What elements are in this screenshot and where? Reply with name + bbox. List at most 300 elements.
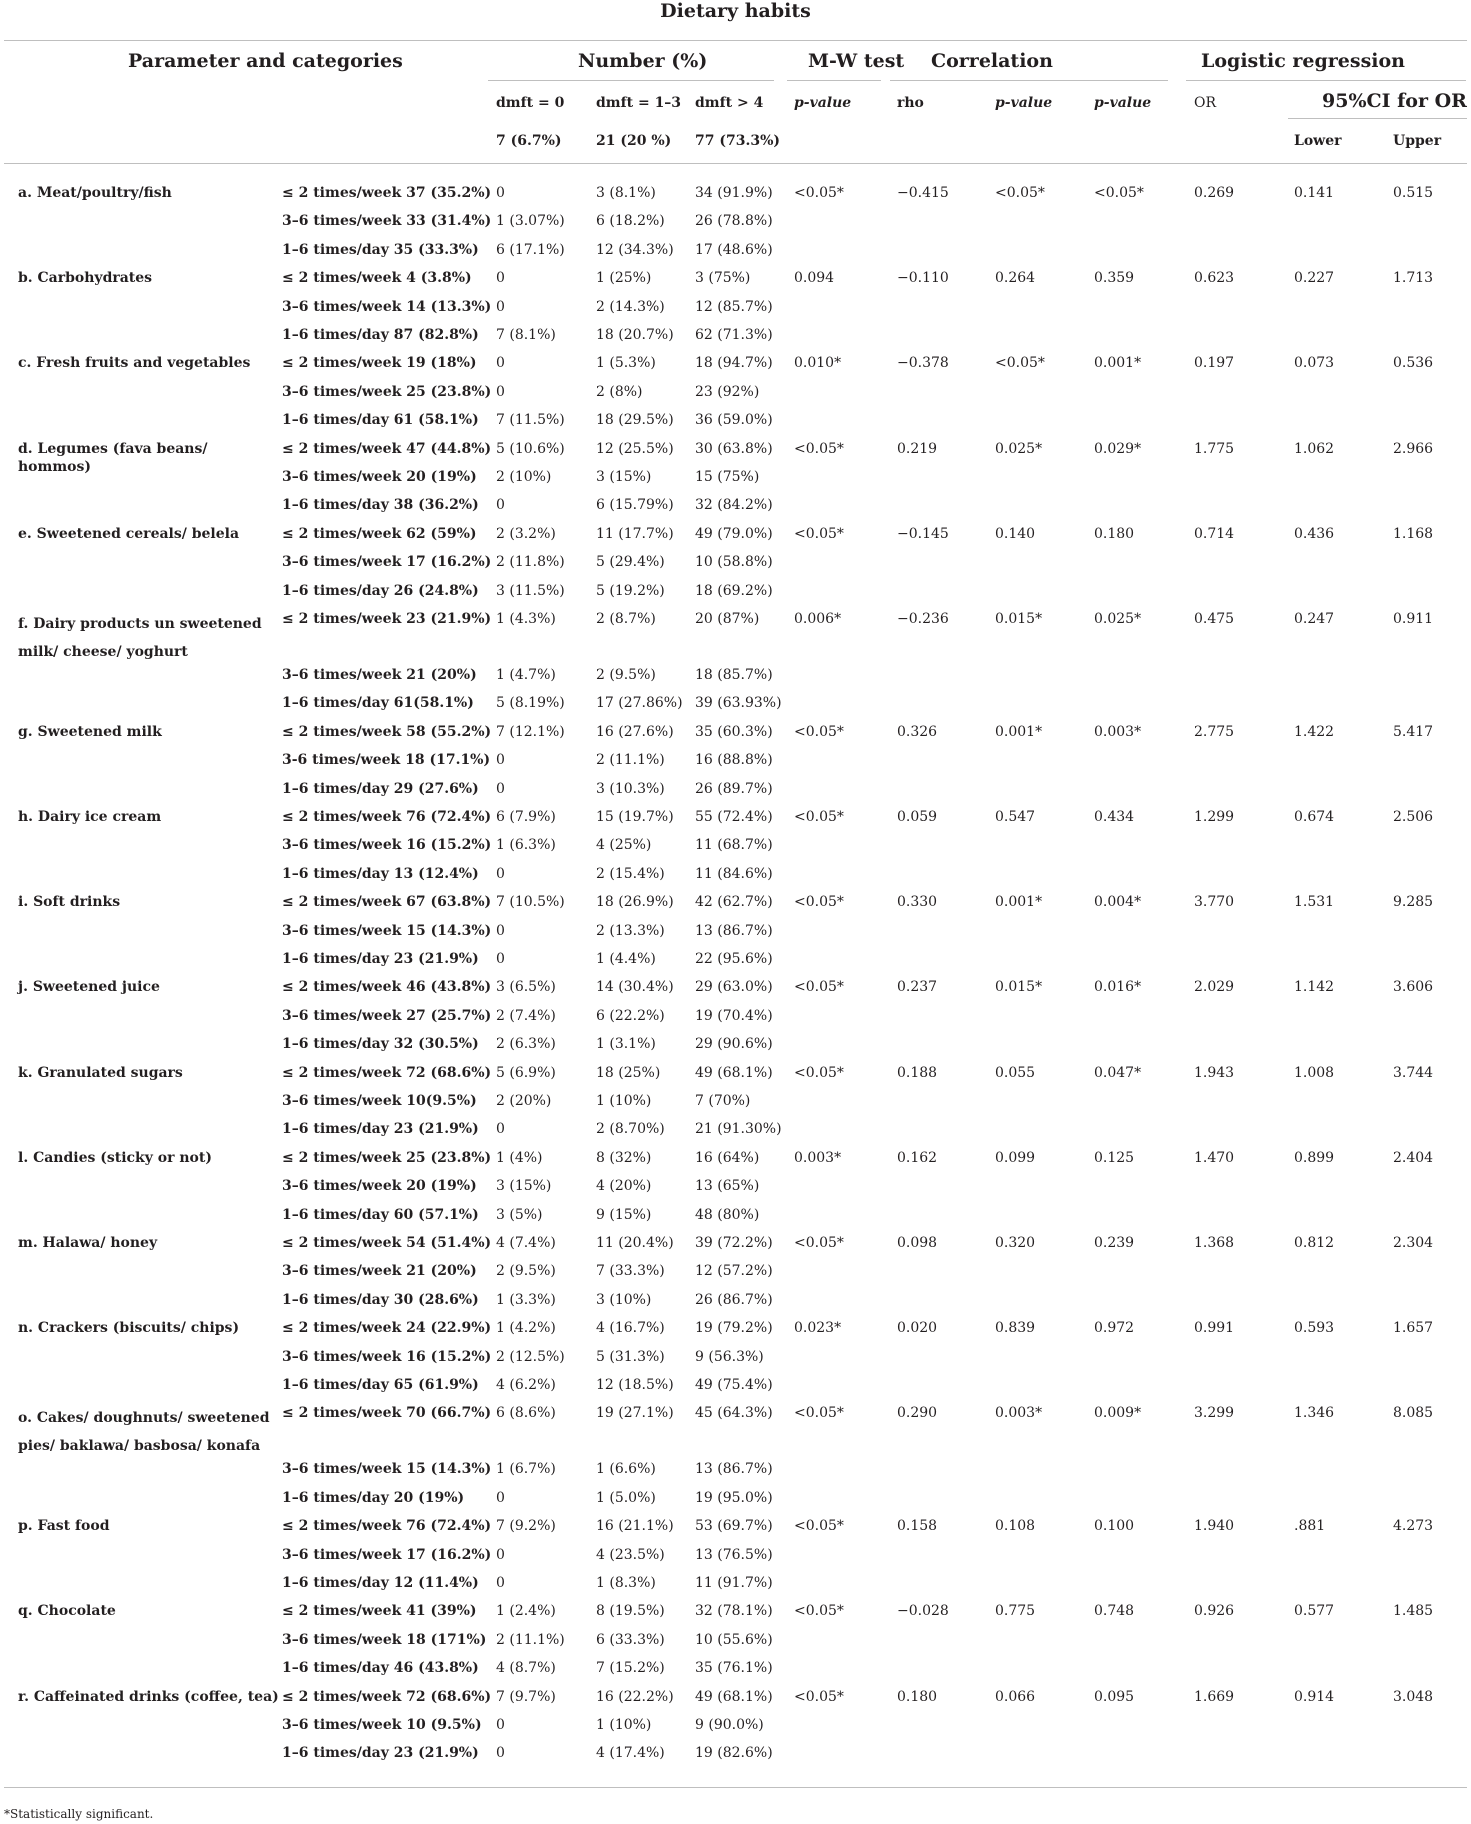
cell-pl: 0.029*	[1094, 440, 1142, 457]
cell-c1: 17 (27.86%)	[596, 695, 683, 712]
cell-c2: 18 (85.7%)	[695, 667, 773, 683]
cell-c0: 0	[496, 270, 505, 287]
cell-cat: ≤ 2 times/week 58 (55.2%)	[282, 723, 492, 740]
cell-or: 0.926	[1194, 1603, 1235, 1620]
cell-cat: 1–6 times/day 61(58.1%)	[282, 695, 474, 712]
cell-c0: 6 (7.9%)	[496, 809, 556, 825]
cell-c0: 2 (6.3%)	[496, 1036, 556, 1053]
cell-c2: 11 (91.7%)	[695, 1575, 773, 1591]
cell-cat: 3–6 times/week 16 (15.2%)	[282, 837, 492, 854]
cell-pl: 0.009*	[1094, 1405, 1142, 1422]
cell-pl: 0.004*	[1094, 894, 1142, 911]
cell-c0: 2 (20%)	[496, 1093, 552, 1109]
cell-lo: 0.577	[1294, 1603, 1335, 1620]
cell-cat: 1–6 times/day 38 (36.2%)	[282, 497, 479, 514]
table-row	[0, 1688, 1471, 1716]
header-parameter: Parameter and categories	[128, 50, 403, 72]
table-row	[0, 751, 1471, 779]
table-row	[0, 1007, 1471, 1035]
cell-c0: 4 (8.7%)	[496, 1660, 556, 1677]
subheader-dmft13: dmft = 1–3	[596, 95, 682, 111]
cell-cat: ≤ 2 times/week 54 (51.4%)	[282, 1235, 492, 1251]
cell-up: 0.911	[1393, 611, 1434, 627]
cell-mw: <0.05*	[794, 1603, 844, 1620]
cell-c2: 13 (86.7%)	[695, 1461, 773, 1478]
mw-rule	[787, 80, 881, 81]
cell-mw: 0.094	[794, 270, 835, 287]
cell-cat: ≤ 2 times/week 41 (39%)	[282, 1603, 477, 1620]
cell-c2: 9 (56.3%)	[695, 1348, 764, 1365]
cell-cat: 1–6 times/day 65 (61.9%)	[282, 1377, 479, 1393]
table-row	[0, 1460, 1471, 1488]
cell-c0: 3 (5%)	[496, 1206, 543, 1223]
cell-c0: 0	[496, 1575, 505, 1591]
table-row	[0, 1744, 1471, 1772]
table-row	[0, 1234, 1471, 1262]
cell-cat: 3–6 times/week 33 (31.4%)	[282, 213, 492, 230]
cell-rho: −0.110	[897, 270, 949, 287]
cell-pc: 0.140	[995, 525, 1036, 542]
table-row	[0, 1517, 1471, 1545]
cell-c2: 19 (82.6%)	[695, 1745, 773, 1762]
cell-c1: 15 (19.7%)	[596, 809, 674, 825]
cell-cat: ≤ 2 times/week 62 (59%)	[282, 525, 477, 542]
cell-c2: 49 (79.0%)	[695, 525, 773, 542]
cell-cat: ≤ 2 times/week 4 (3.8%)	[282, 270, 472, 287]
cell-cat: 3–6 times/week 20 (19%)	[282, 469, 477, 485]
table-row	[0, 298, 1471, 326]
cell-lo: 0.593	[1294, 1320, 1335, 1337]
cell-mw: <0.05*	[794, 894, 844, 911]
cell-pc: 0.015*	[995, 611, 1043, 627]
cell-cat: ≤ 2 times/week 67 (63.8%)	[282, 894, 492, 911]
cell-lo: 0.227	[1294, 270, 1335, 287]
cell-or: 2.775	[1194, 723, 1235, 740]
cell-cat: 1–6 times/day 32 (30.5%)	[282, 1036, 479, 1053]
cell-c2: 62 (71.3%)	[695, 327, 773, 343]
cell-c1: 5 (29.4%)	[596, 554, 665, 571]
subheader-lower: Lower	[1294, 133, 1342, 149]
cell-or: 1.299	[1194, 809, 1235, 825]
cell-cat: 3–6 times/week 15 (14.3%)	[282, 922, 492, 939]
cell-c0: 5 (6.9%)	[496, 1064, 556, 1081]
cell-mw: <0.05*	[794, 185, 844, 201]
cell-rho: 0.330	[897, 894, 938, 911]
cell-rho: 0.188	[897, 1064, 938, 1081]
table-row	[0, 1376, 1471, 1404]
cell-cat: 3–6 times/week 14 (13.3%)	[282, 298, 492, 315]
cell-cat: 3–6 times/week 15 (14.3%)	[282, 1461, 492, 1478]
cell-c1: 8 (32%)	[596, 1149, 652, 1166]
cell-c1: 16 (22.2%)	[596, 1688, 674, 1705]
cell-up: 1.485	[1393, 1603, 1434, 1620]
parameter-label: f. Dairy products un sweetened milk/ cheese/ yoghurt	[18, 616, 262, 660]
cell-c2: 10 (55.6%)	[695, 1631, 773, 1648]
cell-lo: 0.247	[1294, 611, 1335, 627]
cell-c1: 1 (6.6%)	[596, 1461, 656, 1478]
table-row	[0, 1348, 1471, 1376]
table-row	[0, 383, 1471, 411]
cell-pc: 0.001*	[995, 723, 1043, 740]
cell-c2: 10 (58.8%)	[695, 554, 773, 571]
cell-up: 2.506	[1393, 809, 1434, 825]
cell-c2: 18 (94.7%)	[695, 355, 773, 372]
cell-rho: 0.237	[897, 979, 938, 996]
table-row	[0, 780, 1471, 808]
cell-c1: 2 (8%)	[596, 383, 643, 400]
cell-c0: 0	[496, 780, 505, 797]
cell-up: 3.744	[1393, 1064, 1434, 1081]
cell-lo: 1.008	[1294, 1064, 1335, 1081]
cell-or: 1.943	[1194, 1064, 1235, 1081]
cell-mw: 0.010*	[794, 355, 842, 372]
cell-up: 2.966	[1393, 440, 1434, 457]
cell-c2: 11 (84.6%)	[695, 865, 773, 882]
cell-c1: 18 (25%)	[596, 1064, 661, 1081]
cell-pc: 0.839	[995, 1320, 1036, 1337]
cell-cat: 1–6 times/day 30 (28.6%)	[282, 1291, 479, 1308]
cell-up: 0.515	[1393, 185, 1434, 201]
cell-c0: 6 (17.1%)	[496, 241, 565, 258]
table-row	[0, 1291, 1471, 1319]
cell-rho: 0.180	[897, 1688, 938, 1705]
cell-c2: 29 (90.6%)	[695, 1036, 773, 1053]
cell-up: 3.606	[1393, 979, 1434, 996]
cell-pl: 0.125	[1094, 1149, 1135, 1166]
cell-c2: 26 (89.7%)	[695, 780, 773, 797]
cell-lo: 0.899	[1294, 1149, 1335, 1166]
subheader-corr-p: p-value	[995, 95, 1053, 111]
table-row	[0, 666, 1471, 694]
cell-pl: 0.001*	[1094, 355, 1142, 372]
cell-c1: 6 (22.2%)	[596, 1007, 665, 1024]
cell-rho: 0.219	[897, 440, 938, 457]
cell-cat: ≤ 2 times/week 76 (72.4%)	[282, 1518, 492, 1535]
cell-c0: 2 (11.1%)	[496, 1631, 565, 1648]
cell-mw: <0.05*	[794, 440, 844, 457]
cell-c2: 49 (68.1%)	[695, 1064, 773, 1081]
cell-pl: 0.025*	[1094, 611, 1142, 627]
cell-c1: 1 (10%)	[596, 1717, 652, 1733]
table-row	[0, 723, 1471, 751]
cell-cat: 3–6 times/week 21 (20%)	[282, 667, 477, 683]
cell-c2: 35 (60.3%)	[695, 723, 773, 740]
cell-c1: 18 (26.9%)	[596, 894, 674, 911]
cell-cat: 1–6 times/day 23 (21.9%)	[282, 951, 479, 967]
cell-c1: 7 (15.2%)	[596, 1660, 665, 1677]
cell-up: 1.657	[1393, 1320, 1434, 1337]
table-row	[0, 836, 1471, 864]
cell-up: 8.085	[1393, 1405, 1434, 1422]
cell-c0: 2 (7.4%)	[496, 1007, 556, 1024]
cell-pc: 0.066	[995, 1688, 1036, 1705]
cell-mw: <0.05*	[794, 1235, 844, 1251]
table-row	[0, 978, 1471, 1006]
cell-pc: 0.025*	[995, 440, 1043, 457]
cell-pc: 0.108	[995, 1518, 1036, 1535]
cell-pl: 0.239	[1094, 1235, 1135, 1251]
cell-c0: 0	[496, 1121, 505, 1138]
cell-c2: 48 (80%)	[695, 1206, 760, 1223]
cell-or: 0.475	[1194, 611, 1235, 627]
table-row	[0, 1319, 1471, 1347]
cell-rho: −0.145	[897, 525, 949, 542]
cell-c0: 0	[496, 1717, 505, 1733]
table-row	[0, 1064, 1471, 1092]
cell-c2: 11 (68.7%)	[695, 837, 773, 854]
cell-c1: 3 (10.3%)	[596, 780, 665, 797]
cell-lo: 1.062	[1294, 440, 1335, 457]
cell-c2: 39 (63.93%)	[695, 695, 782, 712]
cell-c2: 16 (64%)	[695, 1149, 760, 1166]
cell-c2: 9 (90.0%)	[695, 1717, 764, 1733]
cell-c2: 15 (75%)	[695, 469, 760, 485]
cell-c0: 7 (11.5%)	[496, 412, 565, 429]
cell-mw: <0.05*	[794, 1064, 844, 1081]
cell-c0: 0	[496, 865, 505, 882]
cell-lo: 0.674	[1294, 809, 1335, 825]
cell-c2: 13 (65%)	[695, 1178, 760, 1195]
cell-rho: 0.098	[897, 1235, 938, 1251]
table-row	[0, 922, 1471, 950]
header-number: Number (%)	[578, 50, 708, 72]
cell-pc: 0.003*	[995, 1405, 1043, 1422]
cell-c0: 7 (10.5%)	[496, 894, 565, 911]
correlation-rule	[890, 80, 1168, 81]
cell-mw: <0.05*	[794, 1688, 844, 1705]
table-row	[0, 1489, 1471, 1517]
top-rule	[4, 40, 1467, 41]
cell-cat: ≤ 2 times/week 47 (44.8%)	[282, 440, 492, 457]
cell-c2: 19 (95.0%)	[695, 1489, 773, 1506]
cell-c1: 1 (5.3%)	[596, 355, 656, 372]
table-row	[0, 411, 1471, 439]
cell-c0: 0	[496, 1489, 505, 1506]
cell-cat: 3-6 times/week 18 (17.1%)	[282, 752, 491, 769]
cell-c2: 23 (92%)	[695, 383, 760, 400]
parameter-label: j. Sweetened juice	[18, 979, 160, 996]
cell-or: 1.669	[1194, 1688, 1235, 1705]
cell-c0: 2 (3.2%)	[496, 525, 556, 542]
cell-c2: 49 (75.4%)	[695, 1377, 773, 1393]
subheader-mw-p: p-value	[794, 95, 852, 111]
cell-c1: 2 (14.3%)	[596, 298, 665, 315]
cell-c1: 3 (8.1%)	[596, 185, 656, 201]
table-row	[0, 241, 1471, 269]
table-row	[0, 1120, 1471, 1148]
cell-up: 1.713	[1393, 270, 1434, 287]
cell-cat: 3–6 times/week 10 (9.5%)	[282, 1717, 482, 1733]
subheader-log-p: p-value	[1094, 95, 1152, 111]
cell-pl: 0.016*	[1094, 979, 1142, 996]
cell-cat: ≤ 2 times/week 46 (43.8%)	[282, 979, 492, 996]
footnote: *Statistically significant.	[4, 1807, 154, 1821]
cell-cat: 3–6 times/week 18 (171%)	[282, 1631, 487, 1648]
header-bottom-rule	[4, 163, 1467, 164]
cell-cat: ≤ 2 times/week 72 (68.6%)	[282, 1688, 492, 1705]
table-row	[0, 1149, 1471, 1177]
cell-c1: 1 (4.4%)	[596, 951, 656, 967]
cell-c1: 11 (20.4%)	[596, 1235, 674, 1251]
cell-c1: 2 (15.4%)	[596, 865, 665, 882]
cell-lo: 0.141	[1294, 185, 1335, 201]
cell-lo: 1.346	[1294, 1405, 1335, 1422]
cell-rho: −0.236	[897, 611, 949, 627]
cell-pl: 0.434	[1094, 809, 1135, 825]
cell-c2: 35 (76.1%)	[695, 1660, 773, 1677]
cell-c0: 2 (12.5%)	[496, 1348, 565, 1365]
table-row	[0, 610, 1471, 660]
cell-pc: 0.264	[995, 270, 1036, 287]
cell-c2: 26 (86.7%)	[695, 1291, 773, 1308]
cell-c2: 7 (70%)	[695, 1093, 751, 1109]
cell-c2: 45 (64.3%)	[695, 1405, 773, 1422]
cell-c1: 9 (15%)	[596, 1206, 652, 1223]
cell-c0: 5 (8.19%)	[496, 695, 565, 712]
cell-mw: 0.003*	[794, 1149, 842, 1166]
cell-c2: 19 (70.4%)	[695, 1007, 773, 1024]
cell-pl: 0.003*	[1094, 723, 1142, 740]
cell-mw: 0.006*	[794, 611, 842, 627]
subheader-upper: Upper	[1393, 133, 1442, 149]
subheader-dmft4: dmft > 4	[695, 95, 764, 111]
cell-c0: 1 (4.2%)	[496, 1320, 556, 1337]
cell-cat: 3–6 times/week 17 (16.2%)	[282, 1546, 492, 1563]
cell-c1: 7 (33.3%)	[596, 1263, 665, 1280]
cell-or: 0.714	[1194, 525, 1235, 542]
cell-c1: 6 (33.3%)	[596, 1631, 665, 1648]
cell-cat: 1–6 times/day 26 (24.8%)	[282, 582, 479, 599]
cell-rho: 0.020	[897, 1320, 938, 1337]
parameter-label: m. Halawa/ honey	[18, 1235, 158, 1251]
table-row	[0, 808, 1471, 836]
cell-c1: 4 (16.7%)	[596, 1320, 665, 1337]
table-row	[0, 582, 1471, 610]
logistic-rule	[1186, 80, 1466, 81]
cell-c1: 6 (15.79%)	[596, 497, 674, 514]
header-logistic: Logistic regression	[1201, 50, 1405, 72]
cell-c0: 0	[496, 1546, 505, 1563]
cell-c0: 0	[496, 1745, 505, 1762]
table-row	[0, 1092, 1471, 1120]
parameter-label: d. Legumes (fava beans/ hommos)	[18, 440, 208, 475]
cell-cat: 1–6 times/day 23 (21.9%)	[282, 1745, 479, 1762]
cell-c2: 42 (62.7%)	[695, 894, 773, 911]
cell-c1: 2 (11.1%)	[596, 752, 665, 769]
cell-c2: 3 (75%)	[695, 270, 751, 287]
cell-c1: 5 (31.3%)	[596, 1348, 665, 1365]
cell-c0: 4 (6.2%)	[496, 1377, 556, 1393]
cell-or: 1.940	[1194, 1518, 1235, 1535]
cell-or: 0.623	[1194, 270, 1235, 287]
table-row	[0, 440, 1471, 475]
cell-lo: 0.914	[1294, 1688, 1335, 1705]
cell-pc: 0.055	[995, 1064, 1036, 1081]
cell-c1: 1 (25%)	[596, 270, 652, 287]
header-ci: 95%CI for OR	[1322, 90, 1467, 112]
cell-cat: ≤ 2 times/week 19 (18%)	[282, 355, 477, 372]
cell-mw: <0.05*	[794, 1405, 844, 1422]
cell-pc: 0.001*	[995, 894, 1043, 911]
cell-c0: 1 (6.7%)	[496, 1461, 556, 1478]
cell-rho: −0.028	[897, 1603, 949, 1620]
cell-c0: 0	[496, 951, 505, 967]
cell-up: 4.273	[1393, 1518, 1434, 1535]
table-row	[0, 893, 1471, 921]
subheader-or: OR	[1194, 95, 1217, 111]
cell-c1: 3 (15%)	[596, 469, 652, 485]
parameter-label: p. Fast food	[18, 1518, 110, 1535]
cell-c1: 4 (17.4%)	[596, 1745, 665, 1762]
cell-c1: 16 (21.1%)	[596, 1518, 674, 1535]
cell-mw: 0.023*	[794, 1320, 842, 1337]
cell-mw: <0.05*	[794, 525, 844, 542]
cell-c1: 4 (20%)	[596, 1178, 652, 1195]
cell-pc: 0.320	[995, 1235, 1036, 1251]
cell-or: 0.269	[1194, 185, 1235, 201]
cell-c0: 7 (9.7%)	[496, 1688, 556, 1705]
parameter-label: o. Cakes/ doughnuts/ sweetened pies/ baklawa/ basbosa/ konafa	[18, 1410, 270, 1455]
cell-c0: 0	[496, 922, 505, 939]
cell-c0: 4 (7.4%)	[496, 1235, 556, 1251]
cell-c1: 5 (19.2%)	[596, 582, 665, 599]
cell-up: 9.285	[1393, 894, 1434, 911]
cell-c1: 18 (29.5%)	[596, 412, 674, 429]
cell-c1: 1 (8.3%)	[596, 1575, 656, 1591]
table-title: Dietary habits	[660, 0, 811, 22]
cell-c1: 2 (9.5%)	[596, 667, 656, 683]
cell-c1: 12 (25.5%)	[596, 440, 674, 457]
cell-c2: 22 (95.6%)	[695, 951, 773, 967]
cell-cat: ≤ 2 times/week 76 (72.4%)	[282, 809, 492, 825]
cell-c2: 26 (78.8%)	[695, 213, 773, 230]
cell-lo: 1.422	[1294, 723, 1335, 740]
parameter-label: h. Dairy ice cream	[18, 809, 162, 825]
cell-c1: 2 (13.3%)	[596, 922, 665, 939]
subheader-rho: rho	[897, 95, 924, 111]
cell-lo: 0.073	[1294, 355, 1335, 372]
cell-c2: 29 (63.0%)	[695, 979, 773, 996]
table-row	[0, 269, 1471, 297]
cell-c0: 1 (6.3%)	[496, 837, 556, 854]
cell-cat: 1–6 times/day 46 (43.8%)	[282, 1660, 479, 1677]
cell-c0: 2 (11.8%)	[496, 554, 565, 571]
cell-c2: 53 (69.7%)	[695, 1518, 773, 1535]
cell-cat: 3–6 times/week 27 (25.7%)	[282, 1007, 492, 1024]
header-mw: M-W test	[808, 50, 905, 72]
cell-or: 3.299	[1194, 1405, 1235, 1422]
bottom-rule	[4, 1787, 1467, 1788]
parameter-label: e. Sweetened cereals/ belela	[18, 525, 240, 542]
ci-rule	[1288, 118, 1467, 119]
cell-cat: ≤ 2 times/week 23 (21.9%)	[282, 611, 492, 627]
cell-up: 0.536	[1393, 355, 1434, 372]
cell-or: 0.991	[1194, 1320, 1235, 1337]
cell-pl: 0.359	[1094, 270, 1135, 287]
cell-c2: 13 (76.5%)	[695, 1546, 773, 1563]
cell-c2: 12 (57.2%)	[695, 1263, 773, 1280]
cell-c0: 2 (9.5%)	[496, 1263, 556, 1280]
subheader-n0: 7 (6.7%)	[496, 133, 562, 149]
parameter-label: k. Granulated sugars	[18, 1064, 183, 1081]
cell-mw: <0.05*	[794, 979, 844, 996]
cell-c0: 3 (15%)	[496, 1178, 552, 1195]
cell-rho: 0.326	[897, 723, 938, 740]
cell-pc: 0.099	[995, 1149, 1036, 1166]
cell-c0: 1 (3.3%)	[496, 1291, 556, 1308]
cell-c0: 0	[496, 298, 505, 315]
subheader-n13: 21 (20 %)	[596, 133, 672, 149]
